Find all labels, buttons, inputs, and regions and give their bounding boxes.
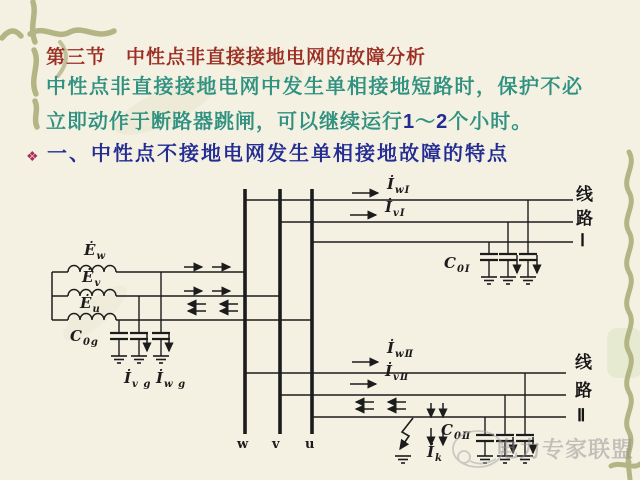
emphasis-number-1: 1 [403, 111, 416, 133]
label-base: Ė [82, 268, 94, 286]
label-sub: wⅠ [395, 185, 411, 196]
line2-current-w-label [387, 341, 414, 360]
generator-capacitors [110, 272, 170, 363]
label-sub: k [435, 453, 443, 464]
label-base: İ [156, 369, 164, 387]
bus-label-u: u [305, 437, 315, 452]
label-sub: w g [164, 379, 187, 390]
label-base: İ [124, 369, 132, 387]
line2-name-char-2: 路 [575, 381, 592, 400]
label-base: İ [387, 175, 395, 193]
line1-name-char-1: 线 [576, 185, 593, 204]
fault-current-label [427, 445, 443, 464]
label-sub: 0g [82, 337, 99, 348]
gen-current-wg-label [156, 371, 186, 390]
label-sub: 0Ⅱ [453, 431, 472, 442]
line2-name-char-3: Ⅱ [577, 406, 586, 425]
line1-capacitors [480, 200, 537, 284]
paragraph-line-1: 中性点非直接接地电网中发生单相接地短路时，保护不必 [46, 76, 584, 98]
gen-capacitance-label [70, 329, 99, 348]
label-base: Ė [84, 241, 96, 259]
section-title: 第三节 中性点非直接接地电网的故障分析 [46, 47, 427, 68]
label-base: C [441, 421, 453, 439]
bus-label-w: w [237, 437, 249, 452]
label-base: İ [427, 443, 435, 461]
label-sub: vⅠ [393, 208, 406, 219]
line2-name-char-1: 线 [575, 353, 592, 372]
bullet-item-heading: 一、中性点不接地电网发生单相接地故障的特点 [47, 143, 509, 165]
current-arrows [147, 193, 537, 453]
label-base: Ė [80, 294, 92, 312]
label-sub: wⅡ [395, 349, 415, 360]
paragraph-line-2-prefix: 立即动作于断路器跳闸，可以继续运行 [46, 111, 403, 133]
fault-symbol [395, 418, 413, 463]
source-emf-w-label [84, 243, 106, 262]
line1-current-v-label [385, 200, 406, 219]
label-sub: v g [132, 379, 152, 390]
emphasis-number-2: 2 [436, 111, 449, 133]
ground-symbols [481, 277, 536, 284]
label-base: C [70, 327, 82, 345]
paragraph-line-2-suffix: 个小时。 [448, 111, 533, 133]
range-tilde: ～ [415, 111, 437, 133]
label-sub: w [96, 251, 107, 262]
line1-current-w-label [387, 177, 410, 196]
line2-current-v-label [385, 364, 409, 383]
ground-symbols [111, 356, 169, 363]
bus-bars [245, 189, 312, 434]
bullet-diamond-icon: ❖ [26, 148, 39, 164]
gen-current-vg-label [124, 371, 151, 390]
label-base: C [444, 254, 456, 272]
label-sub: 0Ⅰ [456, 264, 471, 275]
source-emf-u-label [80, 296, 101, 315]
line1-name-char-3: Ⅰ [580, 231, 586, 250]
label-base: İ [385, 198, 393, 216]
label-base: İ [385, 362, 393, 380]
watermark-text: 电力专家联盟 [496, 437, 635, 462]
line1-name-char-2: 路 [576, 209, 593, 228]
label-base: İ [387, 339, 395, 357]
line1-feeders [245, 200, 573, 242]
source-emf-v-label [82, 270, 101, 289]
label-sub: vⅡ [393, 372, 410, 383]
bus-label-v: v [272, 437, 280, 452]
line1-capacitance-label [444, 256, 471, 275]
label-sub: u [92, 304, 101, 315]
label-sub: v [94, 278, 102, 289]
